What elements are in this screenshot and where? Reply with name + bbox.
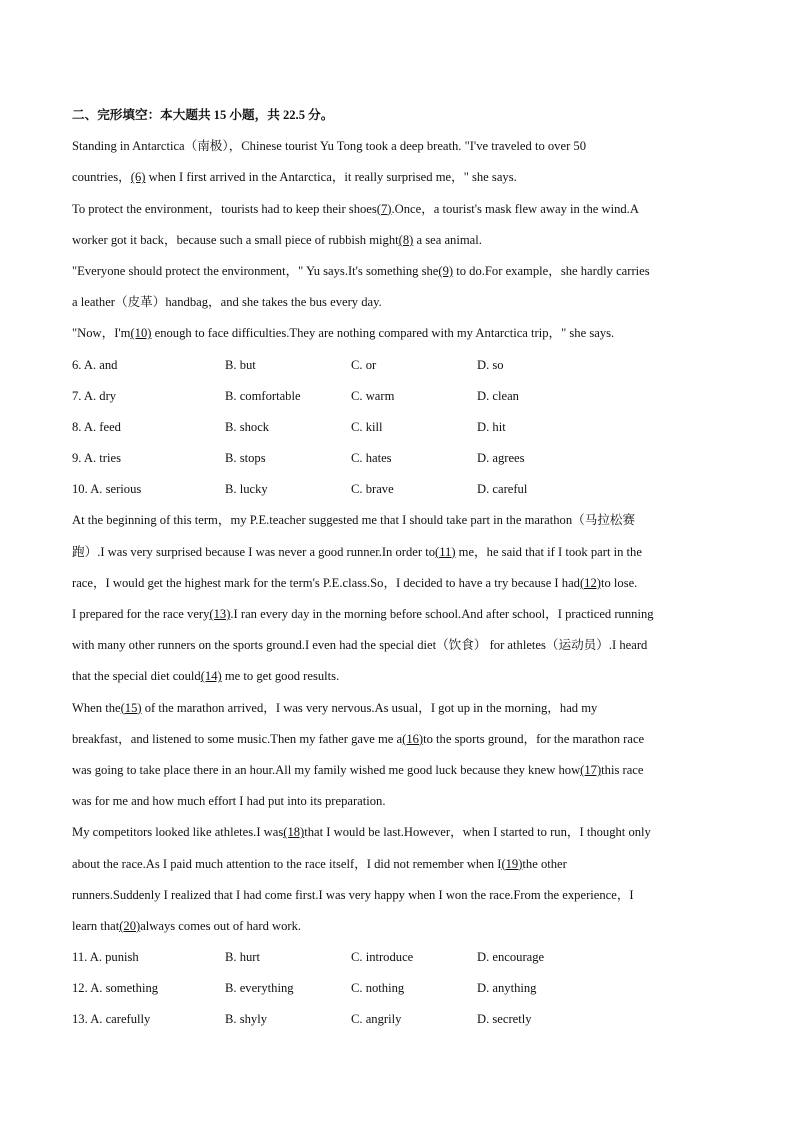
option-a: 12. A. something — [72, 981, 159, 996]
passage-line — [72, 256, 722, 287]
passage-text: .Once，a tourist's mask flew away in the wind.A — [391, 201, 639, 216]
question-row — [72, 381, 722, 412]
blank-number: (18) — [283, 825, 305, 840]
passage-line — [72, 880, 722, 911]
section-heading: 二、完形填空：本大题共 15 小题，共 22.5 分。 — [72, 108, 334, 122]
question-row — [72, 350, 722, 381]
option-a: 10. A. serious — [72, 482, 142, 497]
option-a: 7. A. dry — [72, 388, 117, 403]
option-d: D. encourage — [477, 950, 545, 965]
question-row — [72, 474, 722, 505]
passage-line — [72, 568, 722, 599]
passage-text: a sea animal. — [413, 232, 482, 247]
passage-line — [72, 693, 722, 724]
blank-number: (8) — [398, 232, 414, 247]
passage-text: of the marathon arrived，I was very nervous.As usual，I got up in the morning，had my — [141, 700, 598, 715]
option-d: D. careful — [477, 482, 528, 497]
passage-text: 跑）.I was very surprised because I was never a good runner.In order to — [72, 544, 435, 559]
option-c: C. nothing — [351, 981, 405, 996]
question-row — [72, 412, 722, 443]
passage-line — [72, 661, 722, 692]
question-row — [72, 973, 722, 1004]
passage-text: "Everyone should protect the environment，" Yu says.It's something she — [72, 263, 439, 278]
blank-number: (9) — [438, 263, 454, 278]
option-a: 6. A. and — [72, 357, 118, 372]
passage-line — [72, 194, 722, 225]
passage-text: enough to face difficulties.They are nothing compared with my Antarctica trip，" she says. — [151, 326, 615, 341]
passage-text: always comes out of hard work. — [140, 918, 302, 933]
passage-line — [72, 131, 722, 162]
blank-number: (15) — [120, 700, 142, 715]
option-d: D. secretly — [477, 1012, 532, 1027]
option-d: D. agrees — [477, 451, 525, 466]
option-b: B. shock — [225, 419, 270, 434]
question-row — [72, 443, 722, 474]
passage-text: .I ran every day in the morning before school.And after school，I practiced running — [230, 607, 654, 621]
exam-page — [72, 100, 722, 1036]
passage-text: to lose. — [600, 575, 638, 590]
passage-line — [72, 599, 722, 630]
option-a: 9. A. tries — [72, 451, 121, 466]
passage-line — [72, 911, 722, 942]
option-c: C. hates — [351, 451, 392, 466]
blank-number: (13) — [209, 607, 231, 621]
option-c: C. brave — [351, 482, 394, 497]
passage-line — [72, 287, 722, 318]
option-b: B. stops — [225, 451, 266, 466]
option-d: D. anything — [477, 981, 537, 996]
question-options-2 — [72, 942, 722, 1036]
blank-number: (7) — [376, 201, 392, 216]
passage-line — [72, 505, 722, 536]
option-a: 8. A. feed — [72, 419, 121, 434]
blank-number: (6) — [130, 170, 146, 185]
option-b: B. lucky — [225, 482, 268, 497]
passage-line — [72, 225, 722, 256]
passage-line — [72, 817, 722, 848]
option-a: 11. A. punish — [72, 950, 139, 965]
passage-text: was going to take place there in an hour.All my family wished me good luck because they knew how — [72, 762, 581, 777]
passage-text: Standing in Antarctica（南极），Chinese tourist Yu Tong took a deep breath. "I've traveled to over 50 — [72, 139, 587, 154]
option-b: B. shyly — [225, 1012, 267, 1027]
passage-line — [72, 630, 722, 661]
question-row — [72, 942, 722, 973]
passage-text: me，he said that if I took part in the — [455, 544, 642, 559]
passage-text: to do.For example，she hardly carries — [453, 263, 650, 278]
passage-line — [72, 537, 722, 568]
passage-line — [72, 318, 722, 349]
passage-text: learn that — [72, 918, 120, 933]
blank-number: (14) — [200, 669, 222, 684]
option-c: C. angrily — [351, 1012, 402, 1027]
passage-1 — [72, 131, 722, 349]
passage-line — [72, 849, 722, 880]
option-d: D. so — [477, 357, 504, 372]
passage-text: the other — [522, 856, 567, 871]
blank-number: (20) — [119, 918, 141, 933]
option-c: C. introduce — [351, 950, 414, 965]
question-options-1 — [72, 350, 722, 506]
passage-text: worker got it back，because such a small piece of rubbish might — [72, 232, 399, 247]
passage-text: "Now，I'm — [72, 326, 131, 341]
passage-text: countries， — [72, 170, 131, 185]
passage-text: was for me and how much effort I had put into its preparation. — [72, 794, 386, 809]
passage-text: a leather（皮革）handbag，and she takes the bus every day. — [72, 295, 382, 310]
option-d: D. hit — [477, 419, 506, 434]
passage-text: I prepared for the race very — [72, 607, 210, 621]
passage-text: At the beginning of this term，my P.E.teacher suggested me that I should take part in the marathon（马拉松赛 — [72, 513, 636, 528]
passage-2 — [72, 505, 722, 942]
option-d: D. clean — [477, 388, 519, 403]
option-b: B. comfortable — [225, 388, 301, 403]
blank-number: (16) — [402, 731, 424, 746]
passage-text: that I would be last.However，when I started to run，I thought only — [304, 825, 651, 840]
passage-line — [72, 755, 722, 786]
passage-text: that the special diet could — [72, 669, 201, 684]
passage-text: My competitors looked like athletes.I was — [72, 825, 284, 840]
passage-text: breakfast，and listened to some music.Then my father gave me a — [72, 731, 403, 746]
option-b: B. hurt — [225, 950, 260, 965]
passage-line — [72, 724, 722, 755]
option-b: B. but — [225, 357, 256, 372]
passage-text: to the sports ground，for the marathon race — [423, 731, 645, 746]
passage-text: about the race.As I paid much attention to the race itself，I did not remember when I — [72, 856, 502, 871]
blank-number: (11) — [435, 544, 456, 559]
option-c: C. warm — [351, 388, 395, 403]
blank-number: (12) — [579, 575, 601, 590]
passage-line — [72, 786, 722, 817]
passage-text: When the — [72, 700, 121, 715]
passage-text: race，I would get the highest mark for the term's P.E.class.So，I decided to have a try because I had — [72, 575, 580, 590]
option-c: C. or — [351, 357, 377, 372]
passage-text: when I first arrived in the Antarctica，it really surprised me，" she says. — [145, 170, 517, 185]
passage-text: with many other runners on the sports ground.I even had the special diet（饮食） for athletes（运动员）.I heard — [72, 638, 648, 653]
blank-number: (17) — [580, 762, 602, 777]
passage-text: me to get good results. — [221, 669, 340, 684]
option-b: B. everything — [225, 981, 294, 996]
question-row — [72, 1004, 722, 1035]
option-a: 13. A. carefully — [72, 1012, 151, 1027]
option-c: C. kill — [351, 419, 383, 434]
blank-number: (19) — [501, 856, 523, 871]
passage-text: this race — [601, 762, 644, 777]
passage-text: runners.Suddenly I realized that I had come first.I was very happy when I won the race.From the experience，I — [72, 887, 634, 902]
blank-number: (10) — [130, 326, 152, 341]
passage-line — [72, 162, 722, 193]
passage-text: To protect the environment，tourists had to keep their shoes — [72, 201, 377, 216]
